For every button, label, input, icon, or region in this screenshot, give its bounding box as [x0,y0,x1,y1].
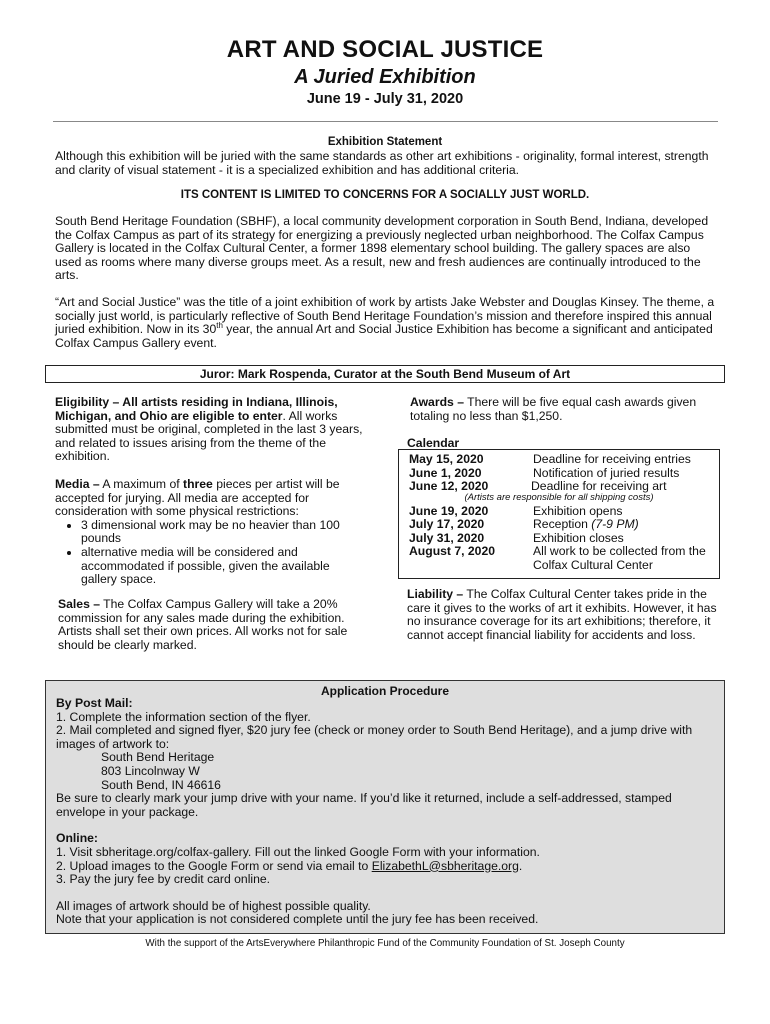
post-mail-heading: By Post Mail: [56,696,133,710]
calendar-desc: Notification of juried results [533,466,680,480]
ordinal-suffix: th [216,321,223,331]
calendar-date: June 12, 2020 [409,479,489,493]
spacer [56,887,718,900]
calendar-desc: All work to be collected from the Colfax Cultural Center [533,544,706,572]
list-item: • 3 dimensional work may be no heavier than 100 pounds [81,519,365,546]
eligibility-text: . All works submitted must be original, completed in the last 3 years, and related to issues arising from the theme of the exhibition. [55,408,363,464]
awards-text: There will be five equal cash awards given totaling no less than $1,250. [410,395,697,423]
spacer [55,464,365,478]
page-title: ART AND SOCIAL JUSTICE [226,36,544,63]
address-line: 803 Lincolnway W [101,763,200,778]
reception-time: (7-9 PM) [587,517,639,531]
calendar-desc [533,518,719,532]
media-label: Media – [55,476,100,491]
calendar-date: May 15, 2020 [409,452,484,466]
online-heading: Online: [56,831,98,846]
calendar-date: July 17, 2020 [409,517,485,531]
application-procedure-box [45,680,725,934]
address-line: South Bend, IN 46616 [101,777,221,792]
post-step-1: 1. Complete the information section of the flyer. [56,709,311,724]
spacer [56,819,718,832]
statement-body: Although this exhibition will be juried with the same standards as other art exhibitions - originality, formal interest, strength and clarity of visual statement - it is a specialized exhibition and has additional criteria. [55,149,709,177]
left-column [55,396,365,587]
history-paragraph [55,296,715,350]
calendar-box [398,449,720,579]
address-line: South Bend Heritage [101,750,215,765]
list-item: • alternative media will be considered and accommodated if possible, given the available gallery space. [81,546,365,587]
calendar-date: July 31, 2020 [409,531,485,545]
media-restrictions-list [55,519,365,587]
sales-section [58,598,358,652]
content-limit-notice: ITS CONTENT IS LIMITED TO CONCERNS FOR A SOCIALLY JUST WORLD. [180,189,590,201]
awards-label: Awards – [410,395,464,409]
calendar-desc: Exhibition opens [533,504,623,518]
shipping-note: (Artists are responsible for all shipping costs) [464,492,654,503]
online-step-2-text: 2. Upload images to the Google Form or send via email to [56,858,372,873]
eligibility-section [55,396,365,464]
calendar-heading: Calendar [407,436,460,450]
awards-section [410,396,720,423]
juror-banner: Juror: Mark Rospenda, Curator at the South Bend Museum of Art [45,365,725,383]
calendar-desc: Deadline for receiving art [531,479,667,493]
online-step-3: 3. Pay the jury fee by credit card online. [56,872,271,887]
online-step-1: 1. Visit sbheritage.org/colfax-gallery. Fill out the linked Google Form with your information. [56,844,540,859]
eligibility-bold: Eligibility – All artists residing in Indiana, Illinois, Michigan, and Ohio are eligible to enter [55,395,338,423]
header-divider [53,121,718,122]
online-step-2 [56,860,718,874]
calendar-date: June 19, 2020 [409,504,489,518]
post-note: Be sure to clearly mark your jump drive with your name. If you’d like it returned, include a self-addressed, stamped envelope in your package. [56,791,672,819]
liability-text: The Colfax Cultural Center takes pride in the care it gives to the works of art it exhibits. However, it has no insurance coverage for its art exhibitions; therefore, it cannot accept financial liability for accidents and loss. [407,587,717,642]
history-text-a: “Art and Social Justice” was the title of a joint exhibition of work by artists Jake Webster and Douglas Kinsey. The theme, a socially just world, is particularly reflective of South Bend Heritage Foundation’s mission and therefore inspired this annual juried exhibition. Now in its 30 [55,295,715,337]
sbhf-paragraph: South Bend Heritage Foundation (SBHF), a local community development corporation in South Bend, Indiana, developed the Colfax Campus as part of its strategy for energizing a previously neglected urban neighborhood. The Colfax Campus Gallery is located in the Colfax Cultural Center, a former 1898 elementary school building. The gallery spaces are also used as rooms where many diverse groups meet. As a result, new and fresh audiences are continually introduced to the arts. [55,214,709,283]
online-step-2-end: . [518,858,523,873]
statement-heading: Exhibition Statement [327,136,443,148]
media-text-b: pieces per artist will be accepted for jurying. All media are accepted for consideration with some physical restrictions: [55,476,340,519]
sales-label: Sales – [58,597,101,611]
calendar-desc: Exhibition closes [533,531,624,545]
application-heading: Application Procedure [320,684,450,698]
history-text-b: year, the annual Art and Social Justice Exhibition has become a significant and anticipated Colfax Campus Gallery event. [55,322,713,350]
calendar-desc: Deadline for receiving entries [533,452,691,466]
email-link[interactable]: ElizabethL@sbheritage.org [371,858,519,873]
liability-section [407,588,719,642]
sales-text: The Colfax Campus Gallery will take a 20% commission for any sales made during the exhibition. Artists shall set their own prices. All works not for sale should be clearly marked. [58,597,348,652]
application-body [56,697,718,927]
calendar-date: August 7, 2020 [409,544,496,558]
media-text-a: A maximum of [99,476,184,491]
liability-label: Liability – [407,587,464,601]
reception-label: Reception [533,517,588,531]
footer-credit: With the support of the ArtsEverywhere Philanthropic Fund of the Community Foundation of St. Joseph County [145,938,625,949]
completion-note: Note that your application is not considered complete until the jury fee has been received. [56,912,539,927]
exhibition-dates: June 19 - July 31, 2020 [306,91,464,107]
quality-note: All images of artwork should be of highest possible quality. [56,898,371,913]
calendar-date: June 1, 2020 [409,466,482,480]
post-step-2: 2. Mail completed and signed flyer, $20 jury fee (check or money order to South Bend Heritage), and a jump drive with images of artwork to: [56,723,693,751]
media-three: three [183,476,213,491]
page-subtitle: A Juried Exhibition [294,66,476,88]
media-section [55,478,365,519]
